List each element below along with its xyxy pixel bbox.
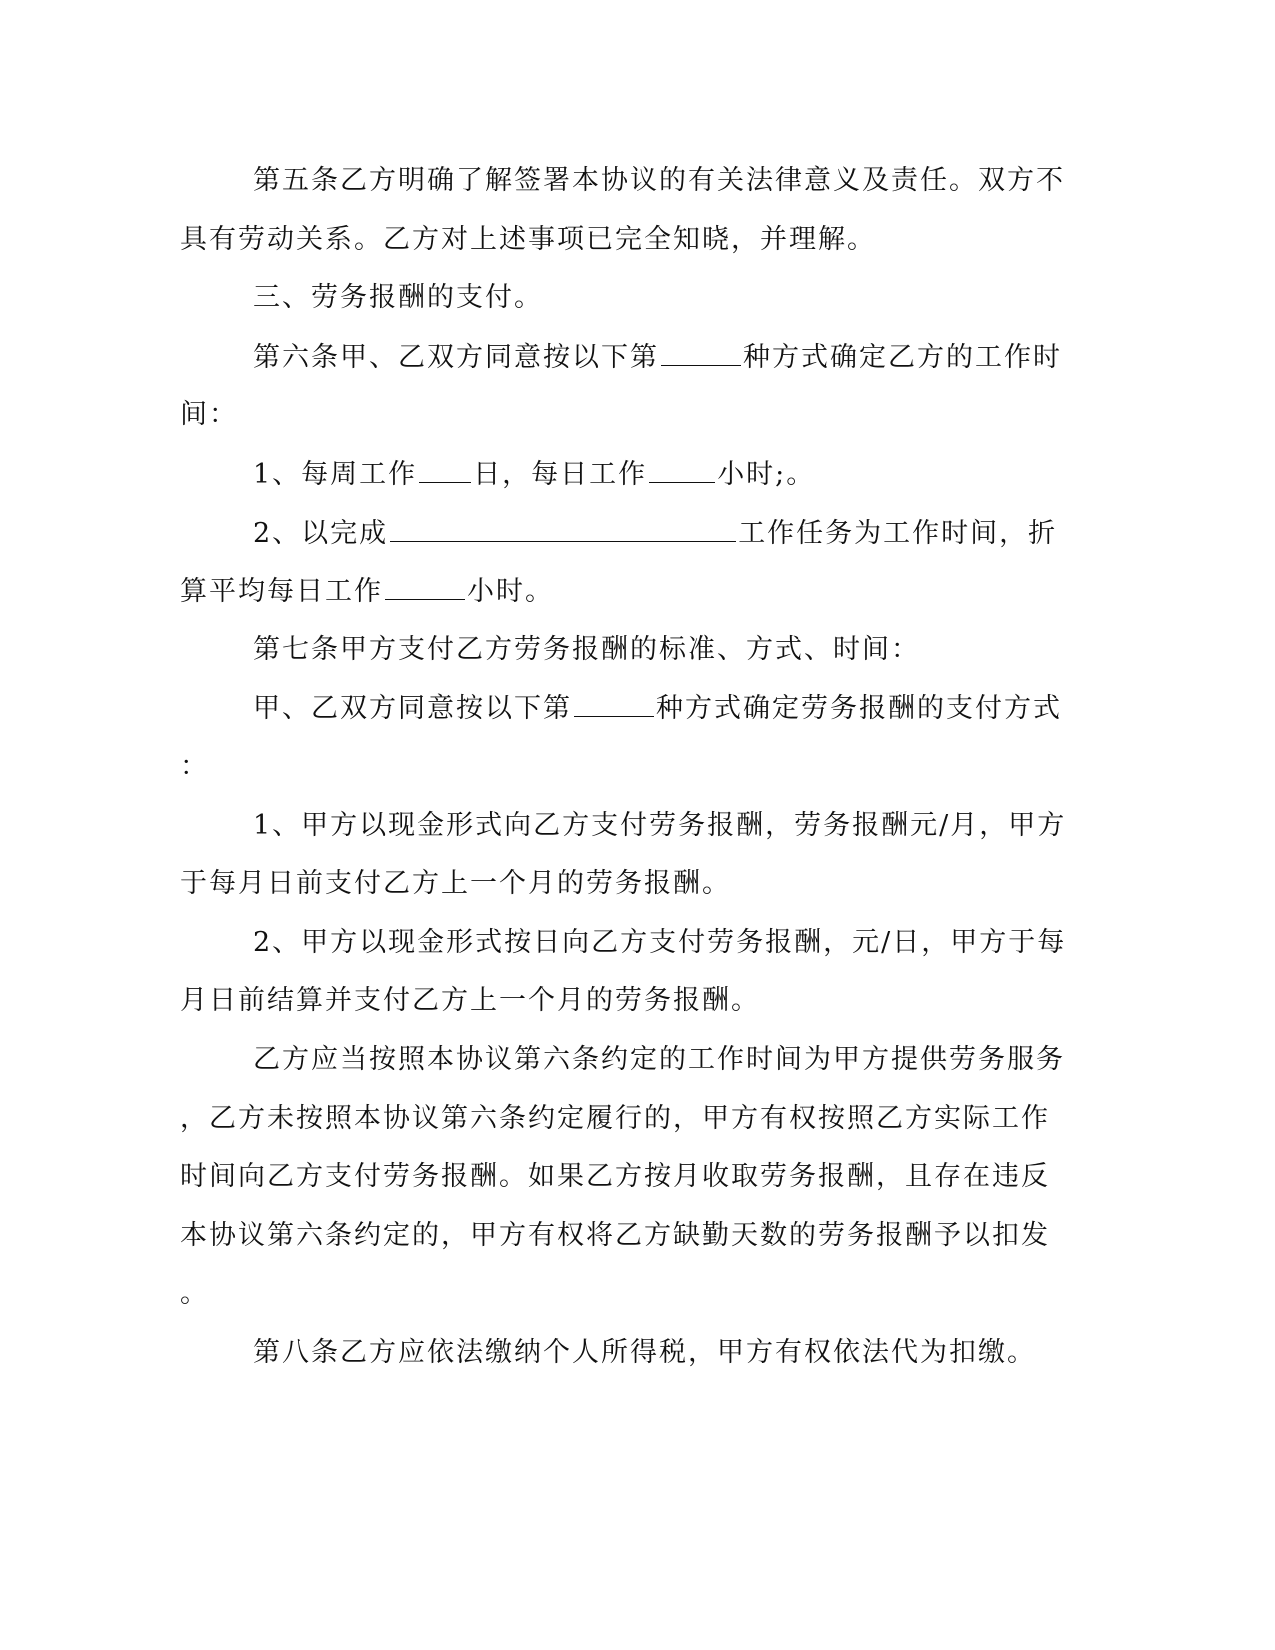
article-7-option-1-line-2: 于每月日前支付乙方上一个月的劳务报酬。 [180, 868, 731, 899]
article-7-option-1-line-1: 1、甲方以现金形式向乙方支付劳务报酬，劳务报酬元/月，甲方 [253, 810, 1067, 841]
option-1-text-c: 小时;。 [717, 459, 816, 490]
article-6-text-a: 第六条甲、乙双方同意按以下第 [253, 342, 659, 373]
blank-option-number [661, 339, 741, 366]
article-6-option-1 [253, 456, 815, 493]
option-1-text-b: 日，每日工作 [473, 459, 648, 490]
article-5-line-2: 具有劳动关系。乙方对上述事项已完全知晓，并理解。 [180, 224, 876, 255]
article-6-line-2: 间： [180, 399, 238, 430]
obligation-line-3: 时间向乙方支付劳务报酬。如果乙方按月收取劳务报酬，且存在违反 [180, 1161, 1050, 1192]
option-2-text-a: 2、以完成 [253, 518, 389, 549]
option-1-text-a: 1、每周工作 [253, 459, 418, 490]
obligation-line-5: 。 [180, 1278, 209, 1309]
article-7-line-2: ： [180, 751, 209, 782]
article-5-line-1: 第五条乙方明确了解签署本协议的有关法律意义及责任。双方不 [253, 165, 1065, 196]
article-7-line-1 [253, 690, 1062, 727]
section-heading: 三、劳务报酬的支付。 [253, 282, 543, 313]
article-7-text-a: 甲、乙双方同意按以下第 [253, 693, 572, 724]
article-7-option-2-line-2: 月日前结算并支付乙方上一个月的劳务报酬。 [180, 985, 760, 1016]
obligation-line-1: 乙方应当按照本协议第六条约定的工作时间为甲方提供劳务服务 [253, 1044, 1065, 1075]
article-8: 第八条乙方应依法缴纳个人所得税，甲方有权依法代为扣缴。 [253, 1337, 1036, 1368]
blank-days [419, 456, 471, 483]
article-6-line-1 [253, 339, 1062, 376]
obligation-line-2: ，乙方未按照本协议第六条约定履行的，甲方有权按照乙方实际工作 [180, 1103, 1050, 1134]
blank-payment-option [574, 690, 654, 717]
article-6-option-2-line-1 [253, 515, 1057, 552]
blank-hours [649, 456, 715, 483]
article-6-text-b: 种方式确定乙方的工作时 [743, 342, 1062, 373]
option-2-text-b: 工作任务为工作时间，折 [738, 518, 1058, 549]
obligation-line-4: 本协议第六条约定的，甲方有权将乙方缺勤天数的劳务报酬予以扣发 [180, 1220, 1050, 1251]
article-7-text-b: 种方式确定劳务报酬的支付方式 [656, 693, 1062, 724]
blank-average-hours [385, 573, 465, 600]
option-2-text-c: 算平均每日工作 [180, 576, 383, 607]
blank-task [390, 515, 736, 542]
article-6-option-2-line-2 [180, 573, 554, 610]
article-7-option-2-line-1: 2、甲方以现金形式按日向乙方支付劳务报酬，元/日，甲方于每 [253, 927, 1067, 958]
article-7-heading: 第七条甲方支付乙方劳务报酬的标准、方式、时间： [253, 634, 920, 665]
option-2-text-d: 小时。 [467, 576, 554, 607]
